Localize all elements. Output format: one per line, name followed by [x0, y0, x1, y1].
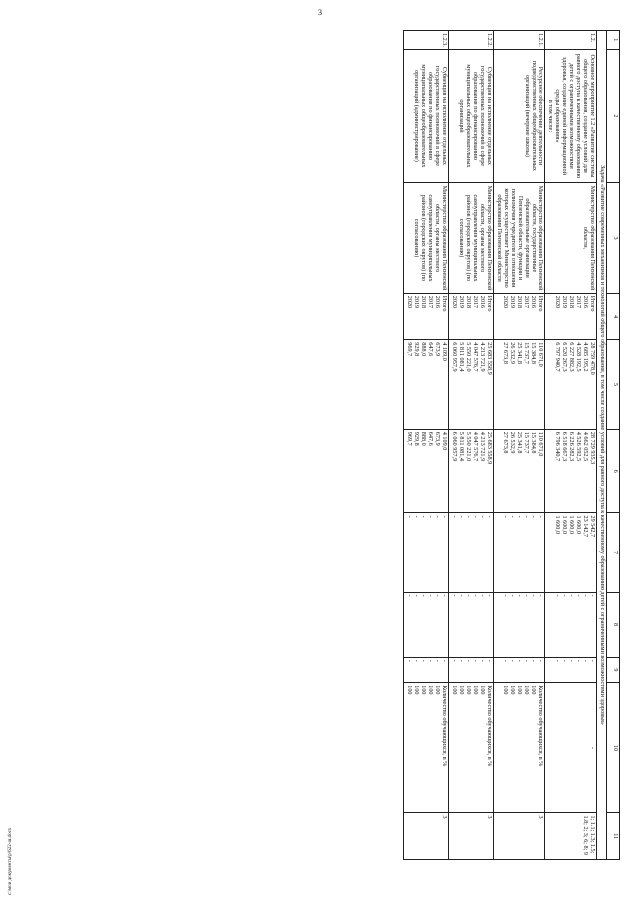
indicator-value: 100	[412, 685, 420, 695]
value: -	[457, 594, 465, 597]
value: -	[523, 659, 531, 662]
total-cell	[493, 340, 545, 430]
column-header: 8	[607, 592, 620, 657]
value: -	[502, 659, 510, 662]
value: -	[530, 515, 538, 518]
measure-name: Ресурсное обеспечение деятельности подведомственных общеобразовательных организаций (вечерние школы)	[493, 49, 545, 183]
value: 27 673,8	[502, 342, 510, 364]
value: -	[426, 594, 434, 597]
year: 2018	[419, 295, 427, 309]
value: -	[405, 594, 413, 597]
col6-cell	[448, 429, 493, 513]
column-header: 10	[607, 683, 620, 813]
value: -	[509, 659, 517, 662]
indicator-value: 100	[433, 685, 441, 695]
indicator-value: 100	[464, 685, 472, 695]
value: -	[561, 659, 569, 662]
value: 6 518 667,3	[561, 431, 569, 462]
value: 4 662 052,5	[582, 431, 590, 462]
value: -	[412, 659, 420, 662]
total-cell	[403, 340, 448, 430]
year: Итого	[440, 295, 448, 312]
value: 15 384,8	[530, 342, 538, 364]
year: 2019	[509, 295, 517, 309]
indicator-value: 100	[523, 685, 531, 695]
value: 1 600,0	[568, 515, 576, 535]
indicator-value: 100	[471, 685, 479, 695]
value: -	[582, 659, 590, 662]
column-number-row	[607, 31, 620, 860]
indicator-cell	[448, 683, 493, 813]
year: 2020	[554, 295, 562, 309]
year: 2019	[561, 295, 569, 309]
value: 6 226 282,3	[568, 431, 576, 462]
value: 6 060 957,9	[450, 431, 458, 462]
value: -	[412, 515, 420, 518]
value: -	[450, 515, 458, 518]
year: 2016	[530, 295, 538, 309]
value: 4 047 576,7	[471, 431, 479, 462]
value: 4 528 192,5	[575, 342, 583, 372]
col8-cell	[493, 592, 545, 657]
value: 15 737,7	[523, 342, 531, 364]
col6-cell	[545, 429, 597, 513]
year: 2017	[471, 295, 479, 309]
value: -	[568, 659, 576, 662]
value: -	[419, 515, 427, 518]
value: -	[471, 515, 479, 518]
value: 6 520 267,3	[561, 342, 569, 372]
value: -	[530, 594, 538, 597]
value: 23 142,7	[582, 515, 590, 538]
value: -	[450, 594, 458, 597]
col9-cell	[448, 657, 493, 683]
years-cell	[545, 293, 597, 340]
year: Итого	[485, 295, 493, 312]
value: -	[433, 659, 441, 662]
value: 29 542,7	[589, 515, 597, 538]
value: 888,0	[419, 431, 427, 446]
value: -	[575, 594, 583, 597]
page-number: 3	[318, 8, 322, 17]
value: -	[582, 594, 590, 597]
year: 2016	[478, 295, 486, 309]
row-number: 1.2.3.	[403, 31, 448, 50]
year: 2017	[575, 295, 583, 309]
years-cell	[448, 293, 493, 340]
col7-cell	[448, 513, 493, 592]
table-row	[493, 31, 545, 860]
value: 28 759 478,0	[589, 342, 597, 375]
value: 5 550 221,0	[464, 342, 472, 372]
col7-cell	[403, 513, 448, 592]
measure-name: Субвенция на исполнение отдельных государственных полномочий в сфере образования по финансированию муниципальных общеобразовательных организаций (администрирование)	[403, 49, 448, 183]
total-cell	[545, 340, 597, 430]
year: 2019	[412, 295, 420, 309]
value: -	[440, 659, 448, 662]
value: 27 673,8	[502, 431, 510, 454]
value: -	[589, 594, 597, 597]
value: 25 341,8	[516, 431, 524, 454]
indicator: Количество обучающихся, в %	[485, 685, 493, 767]
col7-cell	[493, 513, 545, 592]
table-row	[403, 31, 448, 860]
value: 110 671,0	[537, 342, 545, 367]
file-path-footer: с:\мои документы\p\622-ш.docx	[8, 827, 13, 895]
value: 673,9	[433, 431, 441, 446]
year: 2020	[502, 295, 510, 309]
indicator-cell	[403, 683, 448, 813]
program-table	[403, 30, 620, 860]
value: 28 729 935,3	[589, 431, 597, 465]
value: -	[426, 659, 434, 662]
value: -	[509, 515, 517, 518]
row-number: 1.2.	[545, 31, 597, 50]
indicator-value: 100	[426, 685, 434, 695]
value: 1 600,0	[561, 515, 569, 535]
value: -	[516, 594, 524, 597]
value: 25 341,8	[516, 342, 524, 364]
col7-cell	[545, 513, 597, 592]
years-cell	[403, 293, 448, 340]
executor: Министерство образования Пензенской области,	[545, 183, 597, 293]
row-number: 1.2.1.	[493, 31, 545, 50]
col11-cell: 3	[448, 813, 493, 860]
value: 4 109,0	[440, 342, 448, 361]
value: -	[589, 659, 597, 662]
value: -	[516, 515, 524, 518]
value: 15 384,8	[530, 431, 538, 454]
value: 929,8	[412, 431, 420, 446]
year: 2018	[464, 295, 472, 309]
value: 5 550 221,0	[464, 431, 472, 462]
value: -	[485, 659, 493, 662]
col8-cell	[403, 592, 448, 657]
value: 6 227 882,3	[568, 342, 576, 372]
value: -	[537, 515, 545, 518]
value: 110 671,0	[537, 431, 545, 457]
value: -	[478, 515, 486, 518]
column-header: 3	[607, 183, 620, 293]
measure-name: Субвенция на исполнение отдельных государственных полномочий в сфере образования по финансированию муниципальных общеобразовательных организаций	[448, 49, 493, 183]
value: 647,6	[426, 342, 434, 357]
column-header: 6	[607, 429, 620, 513]
year: 2017	[523, 295, 531, 309]
indicator-cell	[545, 683, 597, 813]
year: 2016	[433, 295, 441, 309]
value: 25 683 558,9	[485, 342, 493, 375]
col9-cell	[403, 657, 448, 683]
value: 4 526 592,5	[575, 431, 583, 462]
indicator: Количество обучающихся, в %	[537, 685, 545, 767]
year: 2019	[457, 295, 465, 309]
rotated-table-wrapper	[100, 30, 620, 860]
indicator: -	[589, 746, 597, 749]
value: 969,7	[405, 342, 413, 357]
col11-cell: 1; 1.1; 1.3; 1.5; 1.8; 2; 3; 6; 8; 9	[545, 813, 597, 860]
value: -	[457, 515, 465, 518]
value: 6 060 957,9	[450, 342, 458, 372]
indicator-value: 100	[509, 685, 517, 695]
col9-cell	[493, 657, 545, 683]
col11-cell: 3	[493, 813, 545, 860]
value: -	[464, 594, 472, 597]
indicator-value: 100	[419, 685, 427, 695]
executor: Министерство образования Пензенской области, государственные образовательные организации Пензенской области, функции и полномочия учредителя в отношении которых осуществляет Министерство образования Пензенской области	[493, 183, 545, 293]
value: -	[471, 594, 479, 597]
executor: Министерство образования Пензенской области, органы местного самоуправления муниципальных районов (городских округов) (по согласованию)	[448, 183, 493, 293]
indicator-value: 100	[405, 685, 413, 695]
value: -	[457, 659, 465, 662]
indicator-value: 100	[457, 685, 465, 695]
value: -	[405, 515, 413, 518]
col11-cell: 3	[403, 813, 448, 860]
value: -	[440, 515, 448, 518]
column-header: 5	[607, 340, 620, 430]
year: Итого	[589, 295, 597, 312]
table-row	[545, 31, 597, 860]
value: -	[502, 594, 510, 597]
value: 5 811 081,4	[457, 431, 465, 461]
measure-name	[545, 49, 597, 183]
value: 888,0	[419, 342, 427, 357]
value: 929,8	[412, 342, 420, 357]
column-header: 4	[607, 293, 620, 340]
value: -	[440, 594, 448, 597]
value: -	[523, 594, 531, 597]
year: 2018	[516, 295, 524, 309]
indicator-cell	[493, 683, 545, 813]
table-row	[448, 31, 493, 860]
value: -	[485, 515, 493, 518]
value: -	[554, 659, 562, 662]
value: 15 737,7	[523, 431, 531, 454]
indicator-value: 100	[478, 685, 486, 695]
indicator-value: 100	[530, 685, 538, 695]
col6-cell	[403, 429, 448, 513]
value: -	[433, 594, 441, 597]
value: -	[405, 659, 413, 662]
value: -	[426, 515, 434, 518]
value: -	[485, 594, 493, 597]
value: -	[568, 594, 576, 597]
value: 6 797 940,7	[554, 342, 562, 372]
value: -	[433, 515, 441, 518]
indicator-value: 100	[502, 685, 510, 695]
years-cell	[493, 293, 545, 340]
value: -	[561, 594, 569, 597]
year: 2020	[450, 295, 458, 309]
value: -	[516, 659, 524, 662]
year: Итого	[537, 295, 545, 312]
indicator: Количество обучающихся, в %	[440, 685, 448, 767]
value: -	[537, 659, 545, 662]
value: 969,7	[405, 431, 413, 446]
value: 4 109,0	[440, 431, 448, 451]
value: 4 047 576,7	[471, 342, 479, 372]
year: 2016	[582, 295, 590, 309]
value: 4 213 721,9	[478, 342, 486, 372]
value: 1 600,0	[575, 515, 583, 535]
column-header: 1	[607, 31, 620, 50]
value: -	[523, 515, 531, 518]
executor: Министерство образования Пензенской области, органы местного самоуправления муниципальных районов (городских округов) (по согласованию)	[403, 183, 448, 293]
value: 6 796 340,7	[554, 431, 562, 462]
value: -	[419, 659, 427, 662]
value: 26 532,9	[509, 431, 517, 454]
value: -	[509, 594, 517, 597]
value: 4 213 721,9	[478, 431, 486, 462]
value: -	[464, 659, 472, 662]
value: -	[478, 594, 486, 597]
indicator-value: 100	[516, 685, 524, 695]
value: -	[530, 659, 538, 662]
value: -	[419, 594, 427, 597]
value: -	[554, 594, 562, 597]
value: -	[464, 515, 472, 518]
year: 2020	[405, 295, 413, 309]
row-number: 1.2.2.	[448, 31, 493, 50]
col8-cell	[448, 592, 493, 657]
year: 2018	[568, 295, 576, 309]
value: 5 811 081,4	[457, 342, 465, 372]
value: -	[478, 659, 486, 662]
value: -	[575, 659, 583, 662]
value: -	[471, 659, 479, 662]
value: 673,9	[433, 342, 441, 357]
column-header: 7	[607, 513, 620, 592]
task-title: Задача «Развитие современных механизмов и технологий общего образования, в том числе создание условий для равного доступа к качественному образованию детей с ограниченными возможностями здоровья»	[597, 31, 607, 860]
column-header: 9	[607, 657, 620, 683]
value: -	[450, 659, 458, 662]
value: -	[537, 594, 545, 597]
total-cell	[448, 340, 493, 430]
col6-cell	[493, 429, 545, 513]
value: 1 600,0	[554, 515, 562, 535]
value: 25 683 558,9	[485, 431, 493, 465]
value: 26 532,9	[509, 342, 517, 364]
column-header: 11	[607, 813, 620, 860]
value: 4 685 195,2	[582, 342, 590, 372]
value: -	[502, 515, 510, 518]
col8-cell	[545, 592, 597, 657]
col9-cell	[545, 657, 597, 683]
column-header: 2	[607, 49, 620, 183]
measure-note: в том числе:	[547, 99, 555, 133]
task-row	[597, 31, 607, 860]
measure-name-text: Основное мероприятие 1.2 «Развитие системы общего образования, создание условий для равного доступа к качественному образованию детей с ограниченными возможностями здоровья, создание единой информационной среды образования»	[554, 53, 597, 179]
value: 647,6	[426, 431, 434, 446]
indicator-value: 100	[450, 685, 458, 695]
year: 2017	[426, 295, 434, 309]
value: -	[412, 594, 420, 597]
